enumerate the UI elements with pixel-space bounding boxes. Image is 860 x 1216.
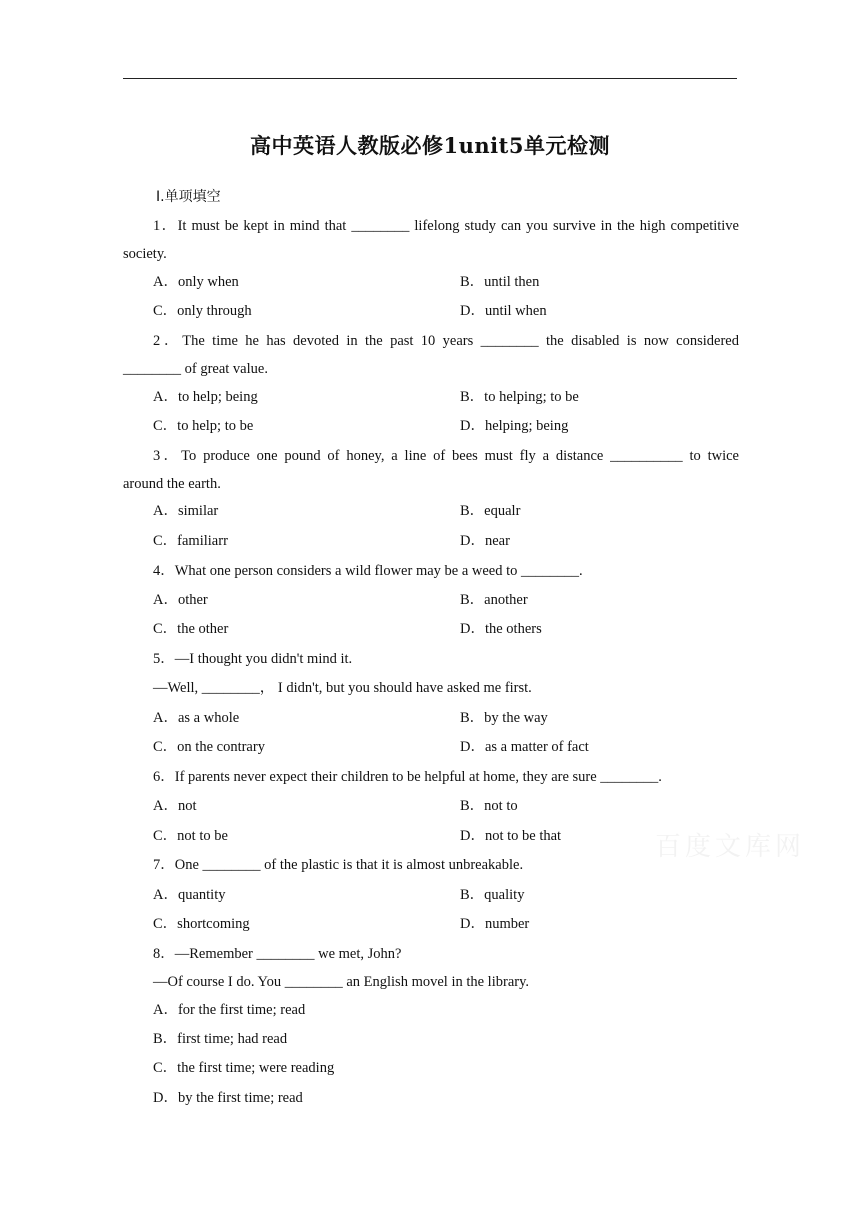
question-7-stem: 7．One ________ of the plastic is that it is almost unbreakable. xyxy=(153,857,524,873)
header-rule xyxy=(123,78,737,79)
question-1-stem-continued: society. xyxy=(123,246,167,262)
question-7-option-a: A．quantity xyxy=(153,887,226,903)
question-8-stem: 8．—Remember ________ we met, John? xyxy=(153,946,402,962)
question-2-stem: 2．The time he has devoted in the past 10 years ________ the disabled is now considered xyxy=(153,333,739,349)
question-2-option-c: C．to help; to be xyxy=(153,418,254,434)
question-5-option-c: C．on the contrary xyxy=(153,739,265,755)
question-4-option-d: D．the others xyxy=(460,621,542,637)
page-title: 高中英语人教版必修1unit5单元检测 xyxy=(250,133,610,158)
question-5-option-d: D．as a matter of fact xyxy=(460,739,589,755)
question-5-option-b: B．by the way xyxy=(460,710,548,726)
question-7-option-d: D．number xyxy=(460,916,530,932)
watermark: 百度文库网 xyxy=(655,832,806,862)
question-2-option-d: D．helping; being xyxy=(460,418,569,434)
question-3-stem: 3．To produce one pound of honey, a line of bees must fly a distance __________ to twice xyxy=(153,448,739,464)
question-1-option-b: B．until then xyxy=(460,274,540,290)
question-5-stem-continued: —Well, ________， I didn't, but you should have asked me first. xyxy=(153,680,532,696)
question-2-option-b: B．to helping; to be xyxy=(460,389,579,405)
question-1-option-c: C．only through xyxy=(153,303,252,319)
section-heading: Ⅰ.单项填空 xyxy=(156,189,221,205)
question-4-option-a: A．other xyxy=(153,592,208,608)
question-4-option-c: C．the other xyxy=(153,621,229,637)
question-1-option-a: A．only when xyxy=(153,274,239,290)
question-8-option-a: A．for the first time; read xyxy=(153,1002,306,1018)
question-8-option-c: C．the first time; were reading xyxy=(153,1060,335,1076)
question-6-option-b: B．not to xyxy=(460,798,518,814)
question-3-option-d: D．near xyxy=(460,533,510,549)
question-4-option-b: B．another xyxy=(460,592,528,608)
question-1-option-d: D．until when xyxy=(460,303,547,319)
question-3-option-c: C．familiarr xyxy=(153,533,228,549)
question-7-option-c: C．shortcoming xyxy=(153,916,250,932)
question-6-option-a: A．not xyxy=(153,798,197,814)
question-6-stem: 6．If parents never expect their children to be helpful at home, they are sure ________. xyxy=(153,769,662,785)
question-6-option-c: C．not to be xyxy=(153,828,228,844)
question-2-stem-continued: ________ of great value. xyxy=(123,361,268,377)
question-5-stem: 5．—I thought you didn't mind it. xyxy=(153,651,353,667)
question-4-stem: 4．What one person considers a wild flower may be a weed to ________. xyxy=(153,563,583,579)
question-3-option-b: B．equalr xyxy=(460,503,521,519)
question-1-stem: 1．It must be kept in mind that ________ lifelong study can you survive in the high competitive xyxy=(153,218,739,234)
question-3-option-a: A．similar xyxy=(153,503,219,519)
question-2-option-a: A．to help; being xyxy=(153,389,258,405)
question-8-option-b: B．first time; had read xyxy=(153,1031,288,1047)
question-5-option-a: A．as a whole xyxy=(153,710,240,726)
question-3-stem-continued: around the earth. xyxy=(123,476,221,492)
question-6-option-d: D．not to be that xyxy=(460,828,562,844)
question-7-option-b: B．quality xyxy=(460,887,525,903)
question-8-stem-continued: —Of course I do. You ________ an English movel in the library. xyxy=(153,974,530,990)
question-8-option-d: D．by the first time; read xyxy=(153,1090,303,1106)
